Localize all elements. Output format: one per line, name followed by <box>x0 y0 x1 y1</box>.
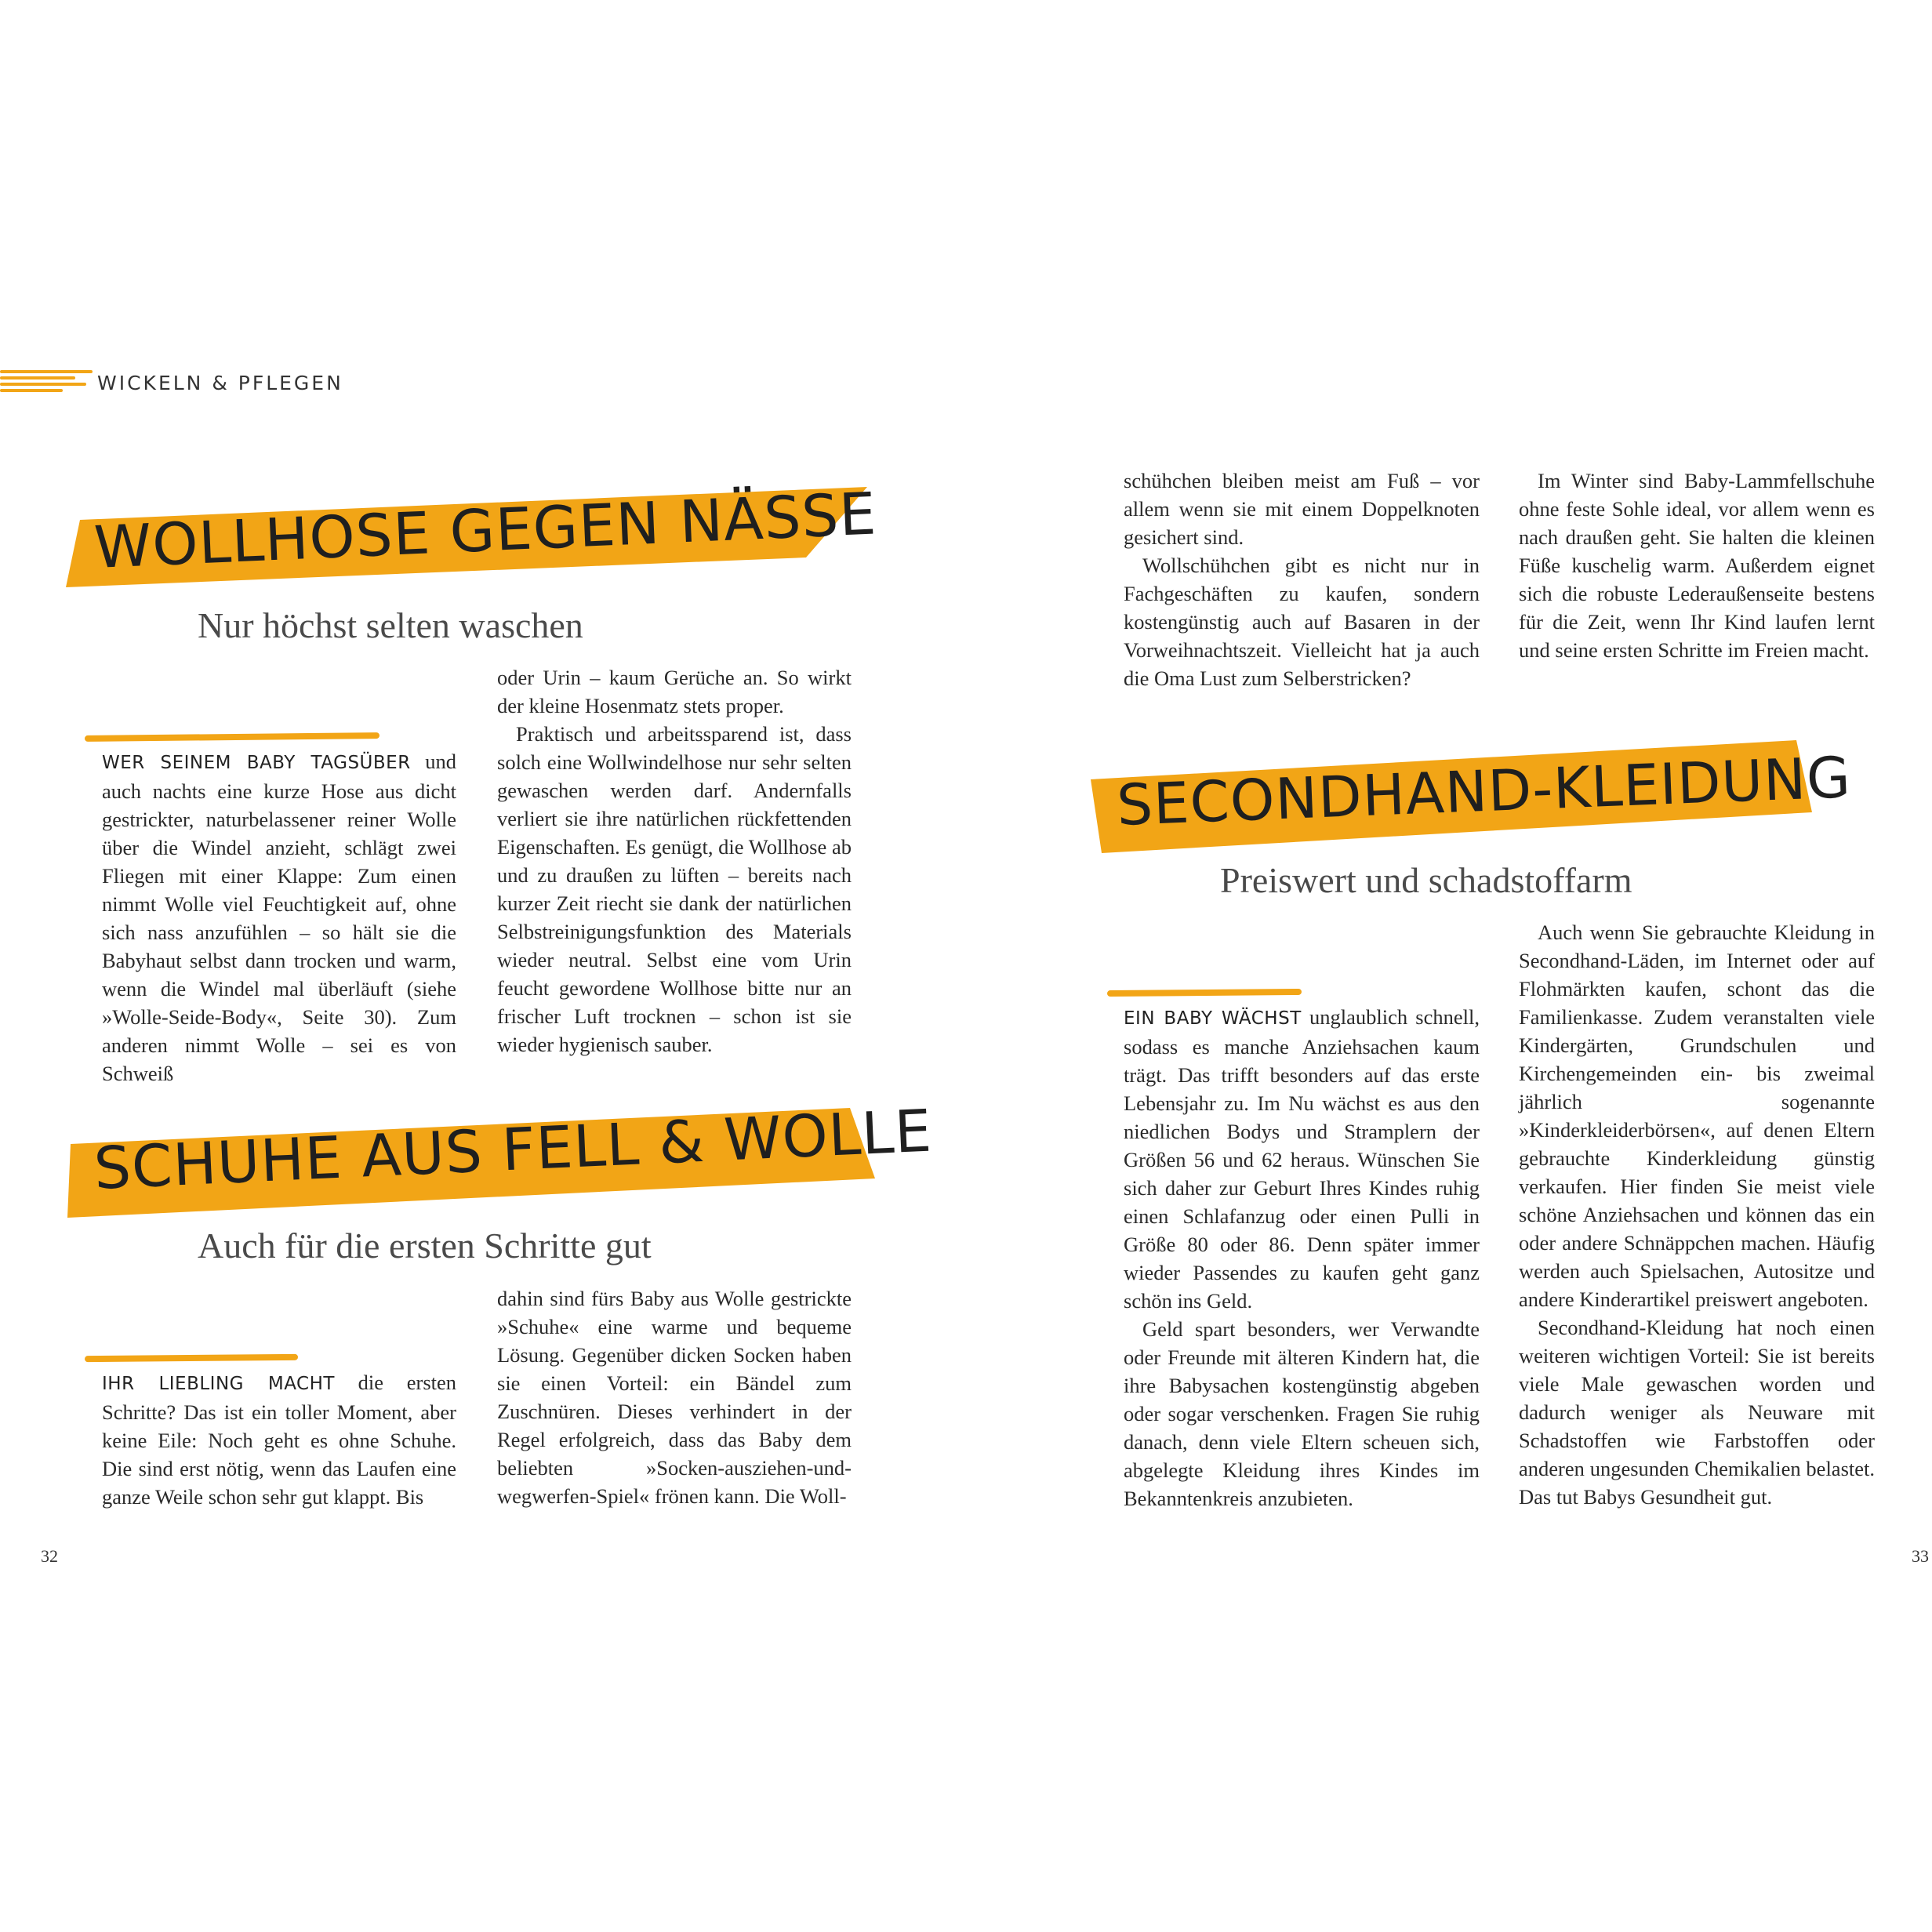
lead-marker-wollhose <box>85 732 380 742</box>
schuhe-text-3a: schühchen bleiben meist am Fuß – vor allem wenn sie mit einem Doppelknoten gesichert sind. <box>1124 469 1480 549</box>
wollhose-text-2b: Praktisch und arbeitssparend ist, dass solch eine Wollwindelhose nur sehr selten gewaschen werden darf. Andernfalls verliert sie ihre natürlichen rückfettenden Eigenschaften. Es genügt, die Wollhose ab und zu draußen zu lüften – bereits nach kurzer Zeit riecht sie dank der natürlichen Selbstreinigungsfunktion des Materials wieder neutral. Selbst eine vom Urin feucht gewordene Wollhose bitte nur an frischer Luft trocknen – schon ist sie wieder hygienisch sauber. <box>497 722 852 1056</box>
lead-in-secondhand: EIN BABY WÄCHST <box>1124 1008 1302 1029</box>
subtitle-secondhand: Preiswert und schadstoffarm <box>1220 860 1632 900</box>
subtitle-schuhe: Auch für die ersten Schritte gut <box>198 1226 652 1266</box>
page-number-right: 33 <box>1912 1546 1929 1566</box>
wollhose-text-2a: oder Urin – kaum Gerüche an. So wirkt der kleine Hosenmatz stets proper. <box>497 666 852 717</box>
secondhand-text-2a: Auch wenn Sie gebrauchte Kleidung in Secondhand-Läden, im Internet oder auf Flohmärkten kaufen, schont das die Familienkasse. Zudem veranstalten viele Kindergärten, Grundschulen und Kirchengemeinden ein- bis zweimal jährlich sogenannte »Kinderkleiderbörsen«, auf denen Eltern gebrauchte Kinderkleidung günstig verkaufen. Hier finden Sie meist viele schöne Anziehsachen und können das ein oder andere Schnäppchen machen. Häufig werden auch Spielsachen, Autositze und andere Kinderartikel preiswert angeboten. <box>1519 921 1875 1311</box>
lead-in-schuhe: IHR LIEBLING MACHT <box>102 1374 335 1394</box>
secondhand-column-2 <box>1519 918 1875 1511</box>
page-number-left: 32 <box>41 1546 58 1566</box>
secondhand-text-1b: Geld spart besonders, wer Verwandte oder Freunde mit älteren Kindern hat, die ihre Babysachen kostengünstig abgeben oder sogar verschenken. Fragen Sie ruhig danach, denn viele Eltern scheuen sich, abgelegte Kleidung ihres Kindes im Bekanntenkreis anzubieten. <box>1124 1317 1480 1510</box>
schuhe-text-3b: Wollschühchen gibt es nicht nur in Fachgeschäften zu kaufen, sondern kostengünstig auch auf Basaren in der Vorweihnachtszeit. Vielleicht hat ja auch die Oma Lust zum Selberstricken? <box>1124 554 1480 690</box>
lead-marker-schuhe <box>85 1354 298 1362</box>
secondhand-text-1a: unglaublich schnell, sodass es manche Anziehsachen kaum trägt. Das trifft besonders auf das erste Lebensjahr zu. Im Nu wächst es aus den niedlichen Bodys und Stramplern der Größen 56 und 62 heraus. Wünschen Sie sich daher zur Geburt Ihres Kindes ruhig einen Schlafanzug oder einen Pulli in Größe 80 oder 86. Denn später immer wieder Passendes zu kaufen geht ganz schön ins Geld. <box>1124 1005 1480 1313</box>
schuhe-column-3 <box>1124 467 1480 692</box>
lead-in-wollhose: WER SEINEM BABY TAGSÜBER <box>102 753 411 773</box>
lead-marker-secondhand <box>1107 989 1302 997</box>
section-header: WICKELN & PFLEGEN <box>97 372 343 394</box>
wollhose-column-1 <box>102 747 456 1088</box>
wollhose-column-2 <box>497 663 852 1059</box>
schuhe-text-4: Im Winter sind Baby-Lammfellschuhe ohne feste Sohle ideal, vor allem wenn es nach draußen geht. Sie halten die kleinen Füße kuschelig warm. Außerdem eignet sich die robuste Lederaußenseite bestens für die Zeit, wenn Ihr Kind laufen lernt und seine ersten Schritte im Freien macht. <box>1519 469 1875 662</box>
heading-schuhe: SCHUHE AUS FELL & WOLLE <box>93 1097 934 1203</box>
heading-secondhand: SECONDHAND-KLEIDUNG <box>1115 744 1853 838</box>
secondhand-column-1 <box>1124 1003 1480 1513</box>
schuhe-text-2: dahin sind fürs Baby aus Wolle gestrickte »Schuhe« eine warme und bequeme Lösung. Gegenüber dicken Socken haben sie einen Vorteil: ein Bändel zum Zuschnüren. Dieses verhindert in der Regel erfolgreich, dass das Baby dem beliebten »Socken-ausziehen-und-wegwerfen-Spiel« frönen kann. Die Woll- <box>497 1287 852 1508</box>
header-accent-lines <box>0 369 93 394</box>
subtitle-wollhose: Nur höchst selten waschen <box>198 605 583 645</box>
schuhe-text-1: die ersten Schritte? Das ist ein toller Moment, aber keine Eile: Noch geht es ohne Schuhe. Die sind erst nötig, wenn das Laufen eine ganze Weile schon sehr gut klappt. Bis <box>102 1371 456 1509</box>
schuhe-column-2 <box>497 1284 852 1510</box>
wollhose-text-1: und auch nachts eine kurze Hose aus dicht gestrickter, naturbelassener reiner Wolle über die Windel anzieht, schlägt zwei Fliegen mit einer Klappe: Zum einen nimmt Wolle viel Feuchtigkeit auf, ohne sich nass anzufühlen – so hält sie die Babyhaut selbst dann trocken und warm, wenn die Windel mal überläuft (siehe »Wolle-Seide-Body«, Seite 30). Zum anderen nimmt Wolle – sei es von Schweiß <box>102 750 456 1085</box>
schuhe-column-4 <box>1519 467 1875 664</box>
secondhand-text-2b: Secondhand-Kleidung hat noch einen weiteren wichtigen Vorteil: Sie ist bereits viele Male gewaschen worden und dadurch weniger als Neuware mit Schadstoffen wie Farbstoffen oder anderen ungesunden Chemikalien belastet. Das tut Babys Gesundheit gut. <box>1519 1316 1875 1509</box>
heading-wollhose: WOLLHOSE GEGEN NÄSSE <box>93 480 878 582</box>
schuhe-column-1 <box>102 1368 456 1511</box>
